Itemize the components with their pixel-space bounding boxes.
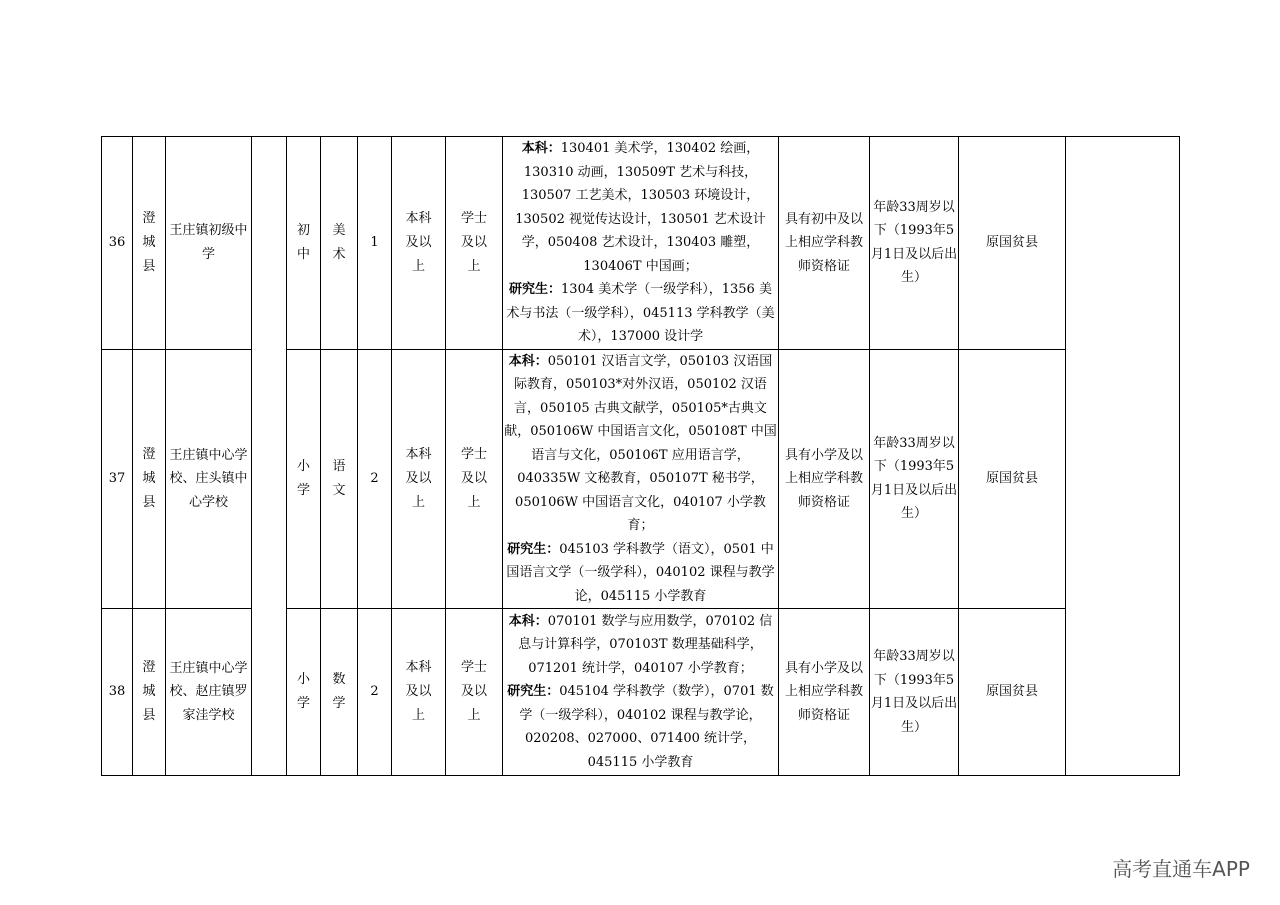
subject-cell: 美术: [321, 137, 358, 350]
empty-merged-cell: [252, 137, 287, 776]
row-number: 37: [102, 349, 133, 609]
table-row: [102, 137, 1180, 350]
education-cell: 本科及以上: [392, 137, 446, 350]
certificate-cell: 具有小学及以上相应学科教师资格证: [779, 609, 870, 776]
level-cell: 小学: [287, 609, 321, 776]
degree-cell: 学士及以上: [446, 609, 503, 776]
subject-cell: 数学: [321, 609, 358, 776]
level-cell: 初中: [287, 137, 321, 350]
certificate-cell: 具有小学及以上相应学科教师资格证: [779, 349, 870, 609]
major-requirements: 本科：070101 数学与应用数学，070102 信息与计算科学，070103T 数理基础科学，071201 统计学，040107 小学教育； 研究生：045104 学科教学（数学），0701 数学（一级学科），040102 课程与教学论，020208、027000、071400 统计学，045115 小学教育: [503, 609, 779, 776]
county-cell: 澄城县: [133, 349, 166, 609]
subject-cell: 语文: [321, 349, 358, 609]
county-cell: 澄城县: [133, 609, 166, 776]
age-cell: 年龄33周岁以下（1993年5月1日及以后出生）: [870, 609, 959, 776]
school-cell: 王庄镇中心学校、赵庄镇罗家洼学校: [166, 609, 252, 776]
certificate-cell: 具有初中及以上相应学科教师资格证: [779, 137, 870, 350]
note-cell: 原国贫县: [959, 609, 1066, 776]
note-cell: 原国贫县: [959, 349, 1066, 609]
education-cell: 本科及以上: [392, 609, 446, 776]
school-cell: 王庄镇初级中学: [166, 137, 252, 350]
row-number: 38: [102, 609, 133, 776]
recruitment-table: [101, 136, 1180, 776]
education-cell: 本科及以上: [392, 349, 446, 609]
major-requirements: 本科：050101 汉语言文学，050103 汉语国际教育，050103*对外汉语，050102 汉语言，050105 古典文献学，050105*古典文献，050106W 中国语言文化，050108T 中国语言与文化，050106T 应用语言学，040335W 文秘教育，050107T 秘书学，050106W 中国语言文化，040107 小学教育； 研究生：045103 学科教学（语文），0501 中国语言文学（一级学科），040102 课程与教学论，045115 小学教育: [503, 349, 779, 609]
degree-cell: 学士及以上: [446, 349, 503, 609]
watermark: 高考直通车APP: [1112, 857, 1250, 881]
level-cell: 小学: [287, 349, 321, 609]
age-cell: 年龄33周岁以下（1993年5月1日及以后出生）: [870, 349, 959, 609]
row-number: 36: [102, 137, 133, 350]
school-cell: 王庄镇中心学校、庄头镇中心学校: [166, 349, 252, 609]
count-cell: 1: [358, 137, 392, 350]
empty-last-column: [1066, 137, 1180, 776]
degree-cell: 学士及以上: [446, 137, 503, 350]
count-cell: 2: [358, 609, 392, 776]
note-cell: 原国贫县: [959, 137, 1066, 350]
count-cell: 2: [358, 349, 392, 609]
major-requirements: 本科：130401 美术学，130402 绘画，130310 动画，130509T 艺术与科技，130507 工艺美术，130503 环境设计，130502 视觉传达设计，130501 艺术设计学，050408 艺术设计，130403 雕塑，130406T 中国画； 研究生：1304 美术学（一级学科），1356 美术与书法（一级学科），045113 学科教学（美术），137000 设计学: [503, 137, 779, 350]
county-cell: 澄城县: [133, 137, 166, 350]
age-cell: 年龄33周岁以下（1993年5月1日及以后出生）: [870, 137, 959, 350]
